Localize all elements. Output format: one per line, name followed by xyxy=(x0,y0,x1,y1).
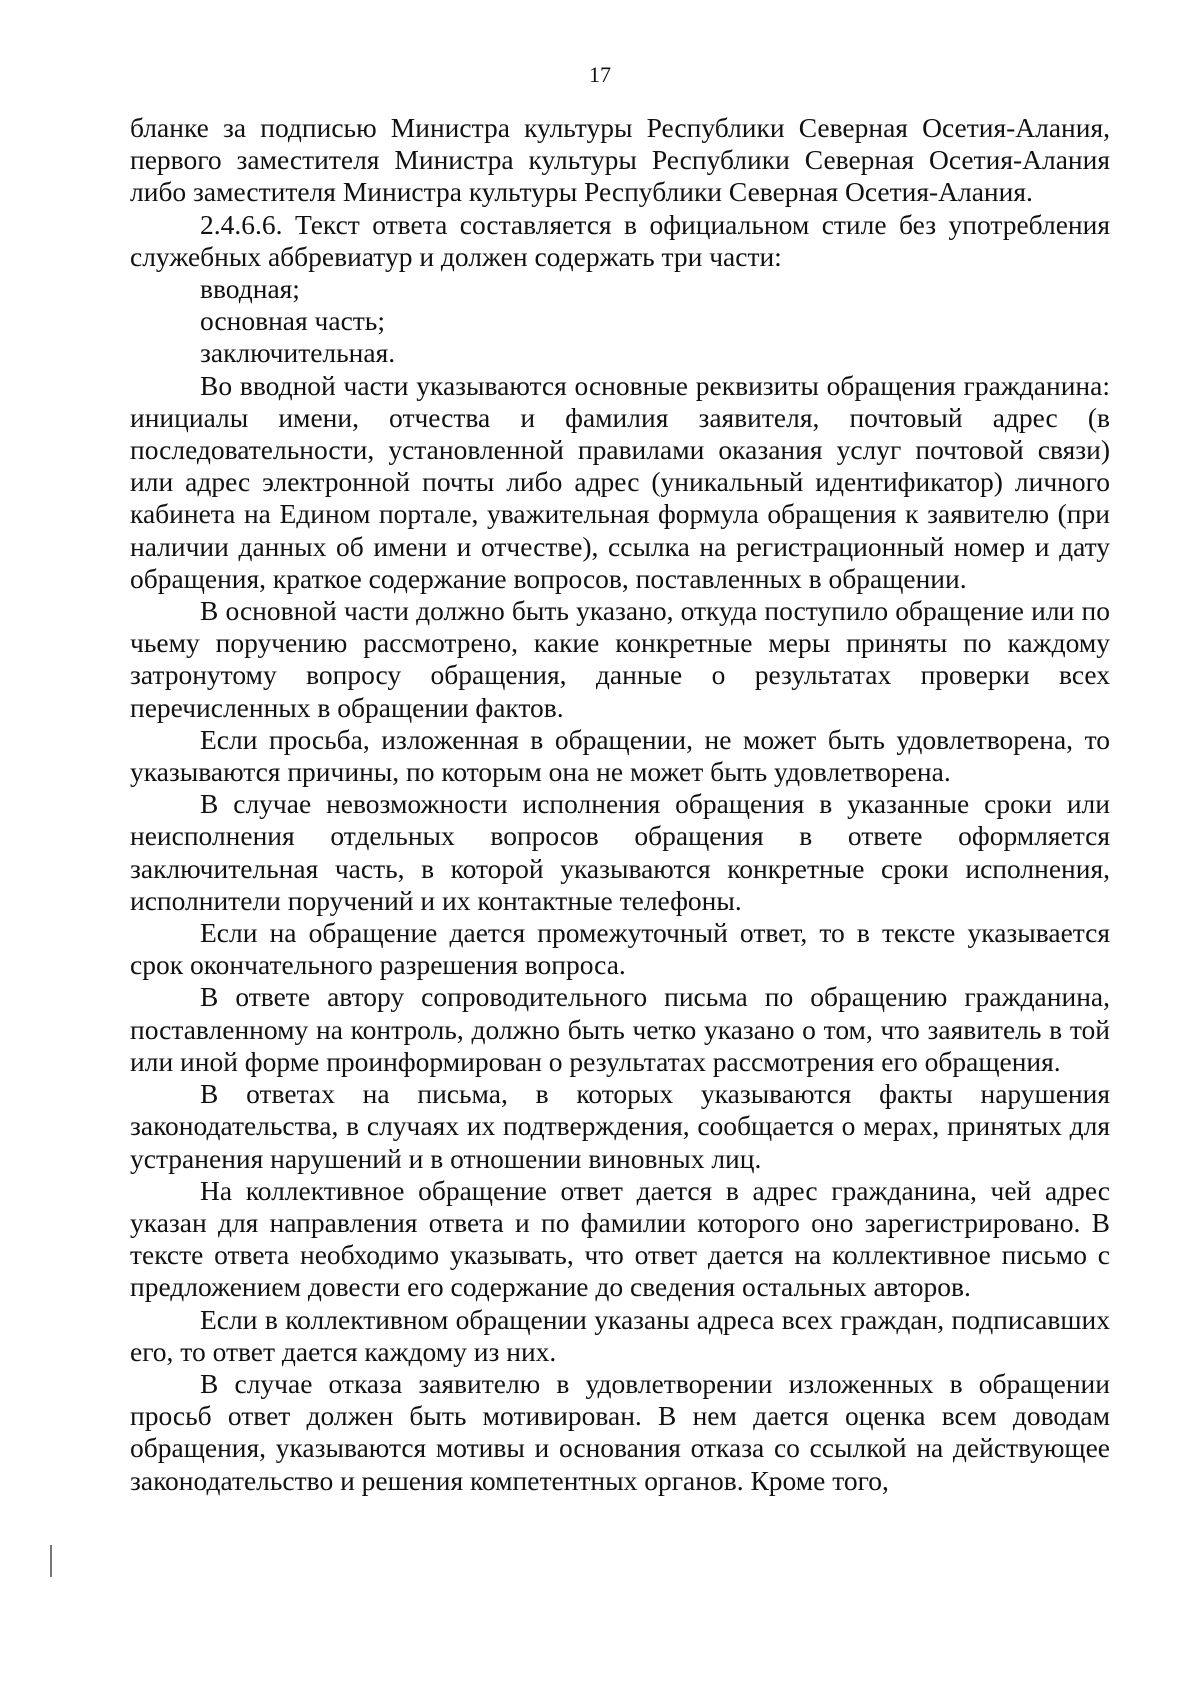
paragraph-interim-answer: Если на обращение дается промежуточный ответ, то в тексте указывается срок окончательного разрешения вопроса. xyxy=(130,917,1110,981)
page-number: 17 xyxy=(589,62,611,87)
list-item-main-part: основная часть; xyxy=(200,305,385,337)
paragraph-final-part: В случае невозможности исполнения обращения в указанные сроки или неисполнения отдельных вопросов обращения в ответе оформляется заключительная часть, в которой указываются конкретные сроки исполнения, исполнители поручений и их контактные телефоны. xyxy=(130,788,1110,916)
scan-edge-mark xyxy=(50,1545,52,1577)
paragraph-cover-letter: В ответе автору сопроводительного письма по обращению гражданина, поставленному на контроль, должно быть четко указано о том, что заявитель в той или иной форме проинформирован о результатах рассмотрения его обращения. xyxy=(130,981,1110,1077)
paragraph-main-part: В основной части должно быть указано, откуда поступило обращение или по чьему поручению рассмотрено, какие конкретные меры приняты по каждому затронутому вопросу обращения, данные о результатах проверки всех перечисленных в обращении фактов. xyxy=(130,595,1110,723)
paragraph-2-4-6-6: 2.4.6.6. Текст ответа составляется в официальном стиле без употребления служебных аббревиатур и должен содержать три части: xyxy=(130,208,1110,272)
paragraph-continuation: бланке за подписью Министра культуры Республики Северная Осетия-Алания, первого заместителя Министра культуры Республики Северная Осетия-Алания либо заместителя Министра культуры Республики Северная Осетия-Алания. xyxy=(130,112,1110,208)
paragraph-collective-appeal: На коллективное обращение ответ дается в адрес гражданина, чей адрес указан для направления ответа и по фамилии которого оно зарегистрировано. В тексте ответа необходимо указывать, что ответ дается на коллективное письмо с предложением довести его содержание до сведения остальных авторов. xyxy=(130,1174,1110,1303)
list-item-final: заключительная. xyxy=(200,337,396,369)
paragraph-all-addresses: Если в коллективном обращении указаны адреса всех граждан, подписавших его, то ответ дается каждому из них. xyxy=(130,1303,1110,1367)
paragraph-violations: В ответах на письма, в которых указываются факты нарушения законодательства, в случаях их подтверждения, сообщается о мерах, принятых для устранения нарушений и в отношении виновных лиц. xyxy=(130,1078,1110,1174)
list-item-introductory: вводная; xyxy=(200,273,300,305)
paragraph-introductory-part: Во вводной части указываются основные реквизиты обращения гражданина: инициалы имени, отчества и фамилия заявителя, почтовый адрес (в последовательности, установленной правилами оказания услуг почтовой связи) или адрес электронной почты либо адрес (уникальный идентификатор) личного кабинета на Едином портале, уважительная формула обращения к заявителю (при наличии данных об имени и отчестве), ссылка на регистрационный номер и дату обращения, краткое содержание вопросов, поставленных в обращении. xyxy=(130,369,1110,594)
document-body xyxy=(130,112,1110,1497)
paragraph-request-refused: Если просьба, изложенная в обращении, не может быть удовлетворена, то указываются причины, по которым она не может быть удовлетворена. xyxy=(130,723,1110,788)
paragraph-refusal: В случае отказа заявителю в удовлетворении изложенных в обращении просьб ответ должен быть мотивирован. В нем дается оценка всем доводам обращения, указываются мотивы и основания отказа со ссылкой на действующее законодательство и решения компетентных органов. Кроме того, xyxy=(130,1367,1110,1496)
